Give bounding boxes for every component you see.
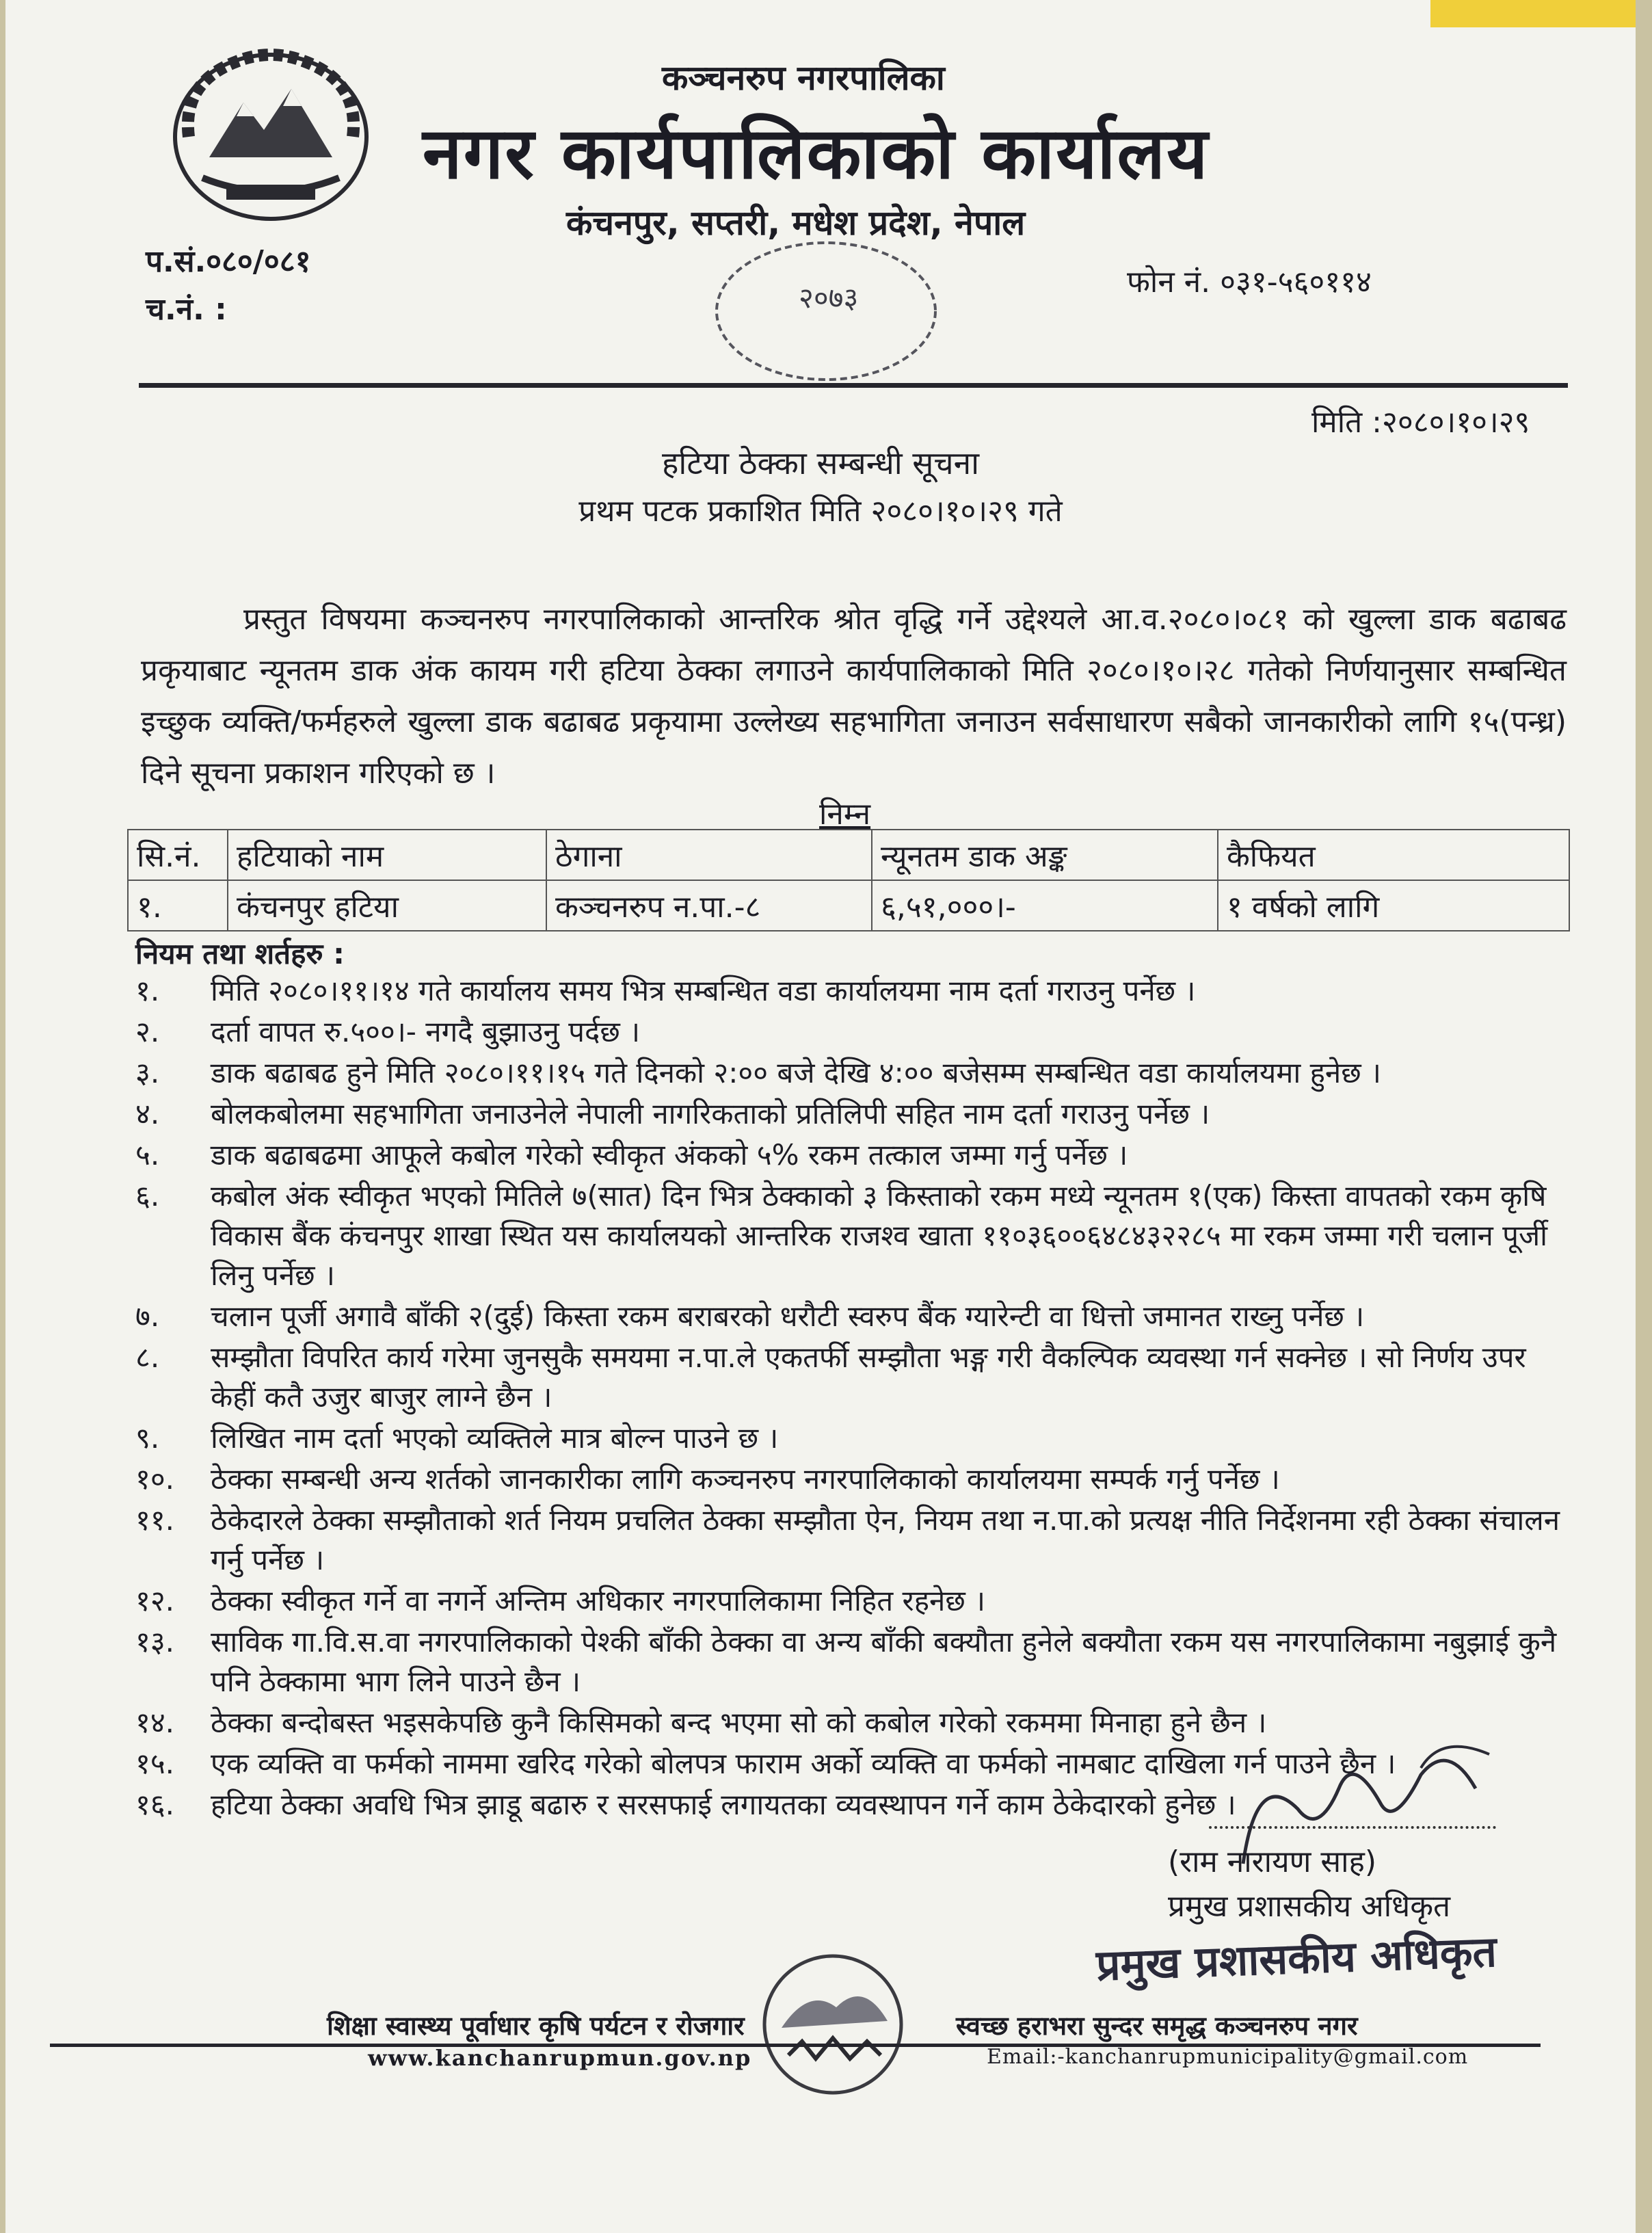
rule-item	[135, 1501, 1571, 1580]
notice-title: हटिया ठेक्का सम्बन्धी सूचना	[661, 445, 980, 481]
rule-item	[135, 1581, 1571, 1621]
rules-heading: नियम तथा शर्तहरु :	[135, 937, 345, 970]
rule-number: ११.	[135, 1503, 175, 1537]
rule-number: ६.	[135, 1179, 160, 1213]
rule-number: ४.	[135, 1097, 160, 1131]
cell-serial: १.	[128, 880, 228, 931]
rule-text: दर्ता वापत रु.५००।- नगदै बुझाउनु पर्दछ ।	[211, 1015, 641, 1048]
header-address: ठेगाना	[546, 830, 872, 880]
rule-item	[135, 1135, 1571, 1175]
rule-text: सम्झौता विपरित कार्य गरेमा जुनसुकै समयमा न.पा.ले एकतर्फी सम्झौता भङ्ग गरी वैकल्पिक व्यवस्था गर्न सक्नेछ । सो निर्णय उपर केहीं कतै उजुर बाजुर लाग्ने छैन ।	[211, 1340, 1526, 1414]
rule-text: ठेक्का सम्बन्धी अन्य शर्तको जानकारीका लागि कञ्चनरुप नगरपालिकाको कार्यालयमा सम्पर्क गर्नु पर्नेछ ।	[211, 1462, 1280, 1496]
header-remarks: कैफियत	[1218, 830, 1569, 880]
rule-item	[135, 971, 1571, 1011]
cell-address: कञ्चनरुप न.पा.-८	[546, 880, 872, 931]
rule-text: कबोल अंक स्वीकृत भएको मितिले ७(सात) दिन भित्र ठेक्काको ३ किस्ताको रकम मध्ये न्यूनतम १(एक) किस्ता वापतको रकम कृषि विकास बैंक कंचनपुर शाखा स्थित यस कार्यालयको आन्तरिक राजश्व खाता ११०३६००६४८४३२२८५ मा रकम जम्मा गरी चलान पूर्जी लिनु पर्नेछ ।	[211, 1179, 1548, 1292]
rule-text: हटिया ठेक्का अवधि भित्र झाडू बढारु र सरसफाई लगायतका व्यवस्थापन गर्ने काम ठेकेदारको हुनेछ ।	[211, 1788, 1236, 1821]
rule-number: १४.	[135, 1706, 175, 1739]
footer-email[interactable]: Email:-kanchanrupmunicipality@gmail.com	[987, 2045, 1469, 2069]
rule-number: १२.	[135, 1584, 175, 1617]
rule-number: ७.	[135, 1299, 160, 1333]
rule-text: साविक गा.वि.स.वा नगरपालिकाको पेश्की बाँकी ठेक्का वा अन्य बाँकी बक्यौता हुनेले बक्यौता रकम यस नगरपालिकामा नबुझाई कुनै पनि ठेक्कामा भाग लिने पाउने छैन ।	[211, 1625, 1557, 1698]
rule-item	[135, 1012, 1571, 1052]
rule-item	[135, 1338, 1571, 1417]
notice-paper	[5, 0, 1636, 2233]
footer-emblem-icon	[747, 1946, 918, 2103]
footer-slogan-left: शिक्षा स्वास्थ्य पूर्वाधार कृषि पर्यटन र रोजगार	[327, 2011, 745, 2041]
office-address: कंचनपुर, सप्तरी, मधेश प्रदेश, नेपाल	[566, 203, 1026, 243]
cell-min-bid: ६,५१,०००।-	[872, 880, 1218, 931]
rule-number: १५.	[135, 1747, 175, 1780]
rule-text: ठेकेदारले ठेक्का सम्झौताको शर्त नियम प्रचलित ठेक्का सम्झौता ऐन, नियम तथा न.पा.को प्रत्यक्ष नीति निर्देशनमा रही ठेक्का संचालन गर्नु पर्नेछ ।	[211, 1503, 1560, 1576]
tender-table	[127, 829, 1570, 931]
list-heading: निम्न	[819, 797, 871, 832]
rule-text: ठेक्का बन्दोबस्त भइसकेपछि कुनै किसिमको बन्द भएमा सो को कबोल गरेको रकममा मिनाहा हुने छैन ।	[211, 1706, 1267, 1739]
header-divider	[139, 383, 1568, 388]
table-row	[128, 880, 1569, 931]
rule-text: मिति २०८०।११।१४ गते कार्यालय समय भित्र सम्बन्धित वडा कार्यालयमा नाम दर्ता गराउनु पर्नेछ ।	[211, 974, 1196, 1007]
rule-text: डाक बढाबढ हुने मिति २०८०।११।१५ गते दिनको २:०० बजे देखि ४:०० बजेसम्म सम्बन्धित वडा कार्यालयमा हुनेछ ।	[211, 1056, 1381, 1089]
rule-item	[135, 1094, 1571, 1134]
rule-item	[135, 1176, 1571, 1295]
signatory-name: (राम नारायण साह)	[1168, 1845, 1377, 1879]
nepal-emblem-icon	[161, 41, 380, 226]
footer-website[interactable]: www.kanchanrupmun.gov.np	[368, 2045, 752, 2071]
cell-name: कंचनपुर हटिया	[228, 880, 546, 931]
rule-number: १०.	[135, 1462, 175, 1496]
rule-number: ८.	[135, 1340, 160, 1374]
rule-item	[135, 1297, 1571, 1336]
official-stamp: प्रमुख प्रशासकीय अधिकृत	[1095, 1926, 1497, 1991]
rule-number: ९.	[135, 1421, 160, 1455]
rule-item	[135, 1622, 1571, 1702]
rule-item	[135, 1418, 1571, 1458]
header-min-bid: न्यूनतम डाक अङ्क	[872, 830, 1218, 880]
header-serial: सि.नं.	[128, 830, 228, 880]
notice-date: मिति :२०८०।१०।२९	[1311, 405, 1530, 440]
rule-number: २.	[135, 1015, 160, 1048]
table-header-row	[128, 830, 1569, 880]
rules-list	[135, 971, 1571, 1826]
rule-number: १३.	[135, 1625, 175, 1659]
notice-intro: प्रस्तुत विषयमा कञ्चनरुप नगरपालिकाको आन्तरिक श्रोत वृद्धि गर्ने उद्देश्यले आ.व.२०८०।०८१ को खुल्ला डाक बढाबढ प्रकृयाबाट न्यूनतम डाक अंक कायम गरी हटिया ठेक्का लगाउने कार्यपालिकाको मिति २०८०।१०।२८ गतेको निर्णयानुसार सम्बन्धित इच्छुक व्यक्ति/फर्महरुले खुल्ला डाक बढाबढ प्रकृयामा उल्लेख्य सहभागिता जनाउन सर्वसाधारण सबैको जानकारीको लागि १५(पन्ध्र) दिने सूचना प्रकाशन गरिएको छ ।	[141, 602, 1567, 791]
office-name: नगर कार्यपालिकाको कार्यालय	[423, 111, 1210, 195]
rule-text: बोलकबोलमा सहभागिता जनाउनेले नेपाली नागरिकताको प्रतिलिपी सहित नाम दर्ता गराउनु पर्नेछ ।	[211, 1097, 1210, 1131]
rule-number: ३.	[135, 1056, 160, 1089]
signatory-title: प्रमुख प्रशासकीय अधिकृत	[1168, 1889, 1451, 1924]
municipality-name: कञ्चनरुप नगरपालिका	[662, 58, 945, 98]
cell-remarks: १ वर्षको लागि	[1218, 880, 1569, 931]
rule-text: ठेक्का स्वीकृत गर्ने वा नगर्ने अन्तिम अधिकार नगरपालिकामा निहित रहनेछ ।	[211, 1584, 986, 1617]
stamp-year: २०७३	[799, 281, 859, 315]
dispatch-number: च.नं. :	[146, 292, 227, 327]
rule-text: चलान पूर्जी अगावै बाँकी २(दुई) किस्ता रकम बराबरको धरौटी स्वरुप बैंक ग्यारेन्टी वा धित्तो जमानत राख्नु पर्नेछ ।	[211, 1299, 1365, 1333]
footer-slogan-right: स्वच्छ हराभरा सुन्दर समृद्ध कञ्चनरुप नगर	[956, 2011, 1358, 2041]
folder-tab	[1430, 0, 1636, 27]
reference-number: प.सं.०८०/०८१	[146, 244, 311, 279]
header-name: हटियाको नाम	[228, 830, 546, 880]
rule-text: एक व्यक्ति वा फर्मको नाममा खरिद गरेको बोलपत्र फाराम अर्को व्यक्ति वा फर्मको नामबाट दाखिला गर्न पाउने छैन ।	[211, 1747, 1396, 1780]
rule-number: ५.	[135, 1138, 160, 1172]
rule-item	[135, 1053, 1571, 1093]
rule-text: लिखित नाम दर्ता भएको व्यक्तिले मात्र बोल्न पाउने छ ।	[211, 1421, 779, 1455]
rule-number: १६.	[135, 1788, 175, 1821]
notice-subtitle: प्रथम पटक प्रकाशित मिति २०८०।१०।२९ गते	[578, 494, 1063, 529]
rule-text: डाक बढाबढमा आफूले कबोल गरेको स्वीकृत अंकको ५% रकम तत्काल जम्मा गर्नु पर्नेछ ।	[211, 1138, 1128, 1172]
phone-number: फोन नं. ०३१-५६०११४	[1127, 265, 1372, 300]
signature-line	[1209, 1826, 1496, 1829]
rule-item	[135, 1459, 1571, 1499]
registration-stamp	[696, 226, 956, 397]
rule-number: १.	[135, 974, 160, 1007]
